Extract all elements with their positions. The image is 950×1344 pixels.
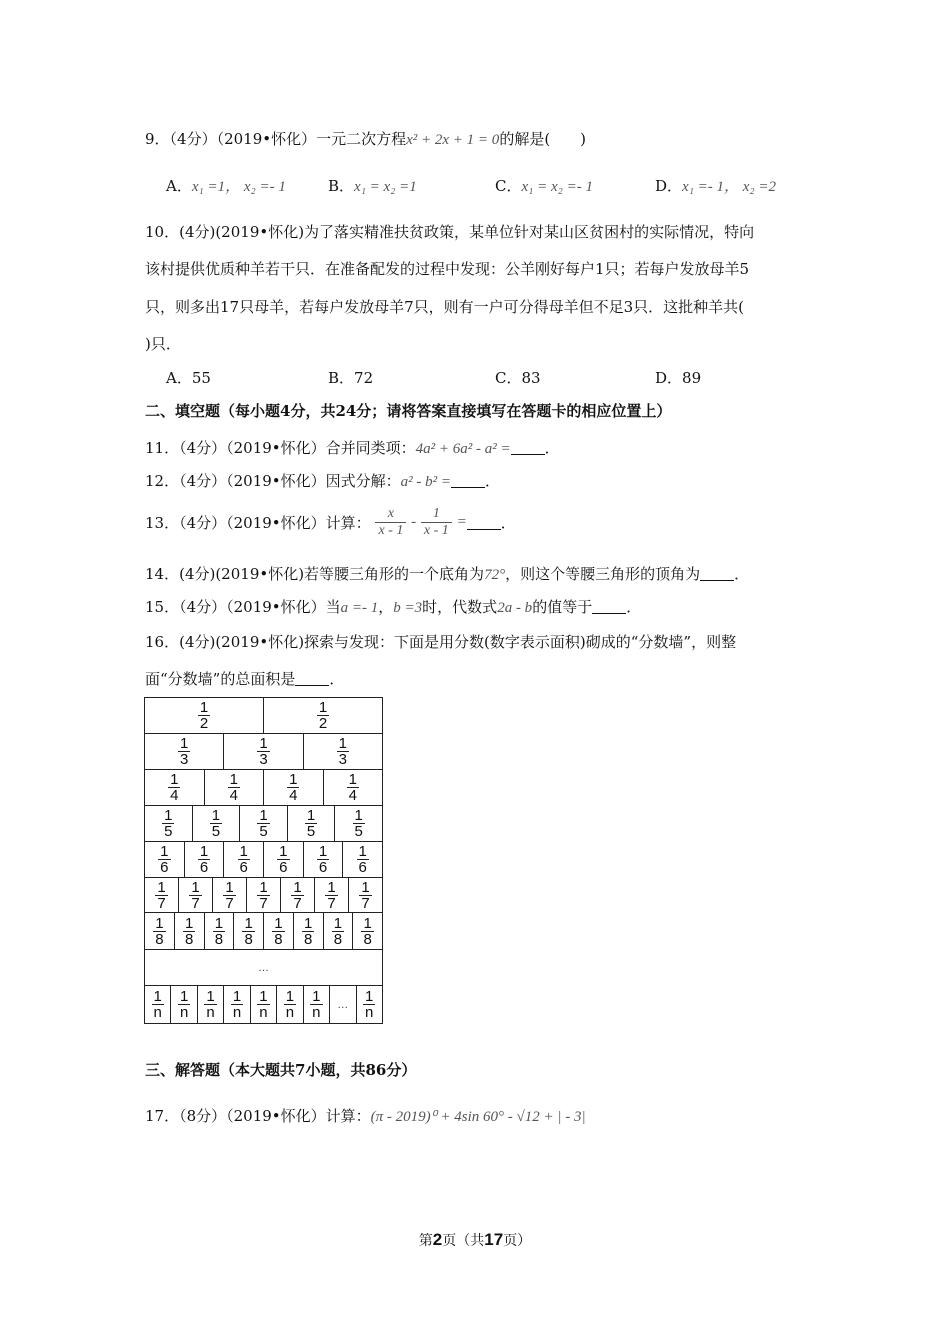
page-total: 17 <box>484 1230 504 1249</box>
wall-cell <box>224 734 303 770</box>
wall-cell <box>205 913 235 950</box>
q13-answer-blank <box>467 515 501 530</box>
q9-option-b: B．x₁ = x₂ =1 <box>328 177 417 195</box>
wall-cell <box>304 734 383 770</box>
wall-row-3 <box>144 734 383 770</box>
fraction-1-6: 1 6 <box>358 843 367 876</box>
page-number: 2 <box>432 1230 443 1249</box>
fraction-1-5: 1 5 <box>354 807 363 840</box>
q11-stem: 11．（4分）（2019•怀化）合并同类项：4a² + 6a² - a² = ． <box>145 439 560 457</box>
wall-cell <box>343 842 383 878</box>
wall-cell <box>357 986 383 1024</box>
fraction-1-5: 1 5 <box>211 807 221 840</box>
section-3-heading: 三、解答题（本大题共7小题，共86分） <box>145 1061 417 1079</box>
wall-cell <box>145 734 224 770</box>
q10-line-4: )只． <box>145 335 181 353</box>
fraction-1-8: 1 8 <box>244 914 253 948</box>
wall-cell <box>175 913 205 950</box>
wall-cell <box>145 697 264 734</box>
fraction-1-n: 1 n <box>365 988 374 1021</box>
fraction-1-8: 1 8 <box>363 914 372 948</box>
fraction-wall <box>144 697 383 1024</box>
fraction-1-n: 1 n <box>153 988 162 1021</box>
wall-cell <box>198 986 224 1024</box>
wall-cell <box>224 842 264 878</box>
wall-cell <box>193 806 241 842</box>
wall-cell <box>251 986 277 1024</box>
wall-cell <box>247 878 281 913</box>
wall-row-2 <box>144 697 383 734</box>
wall-cell <box>171 986 197 1024</box>
q12-stem: 12．（4分）（2019•怀化）因式分解：a² - b² = ． <box>145 472 501 490</box>
fraction-1-7: 1 7 <box>293 878 302 912</box>
fraction-1-6: 1 6 <box>199 843 209 876</box>
fraction-1-4: 1 4 <box>348 771 357 804</box>
fraction-1-7: 1 7 <box>361 878 370 912</box>
q10-option-c: C．83 <box>495 369 541 387</box>
fraction-1-8: 1 8 <box>184 914 194 948</box>
wall-ellipsis-cell <box>145 950 383 986</box>
q10-line-2: 该村提供优质种羊若干只．在准备配发的过程中发现：公羊刚好每户1只；若每户发放母羊5 <box>145 260 750 278</box>
wall-row-7 <box>144 878 383 913</box>
fraction-1-3: 1 3 <box>259 735 268 768</box>
wall-cell <box>324 913 354 950</box>
fraction-1-6: 1 6 <box>279 843 288 876</box>
fraction-1-2: 1 2 <box>318 699 328 732</box>
q15-stem: 15．（4分）（2019•怀化）当a =- 1，b =3时，代数式2a - b的值等于 ． <box>145 598 642 616</box>
wall-cell <box>304 986 330 1024</box>
fraction-1-6: 1 6 <box>160 843 169 876</box>
q9-option-d: D．x₁ =- 1， x₂ =2 <box>655 177 777 195</box>
wall-ellipsis: … <box>337 998 349 1011</box>
fraction-1-5: 1 5 <box>164 807 173 840</box>
wall-cell <box>264 770 324 806</box>
q13-stem: 13．（4分）（2019•怀化）计算： $\frac{x}{x - 1}$ - $\frac{1}{x - 1}$ = ． <box>145 506 516 538</box>
q10-option-b: B．72 <box>328 369 374 387</box>
fraction-1-7: 1 7 <box>259 878 268 912</box>
fraction-1-n: 1 n <box>312 988 321 1021</box>
fraction-1-7: 1 7 <box>225 878 234 912</box>
wall-cell <box>335 806 383 842</box>
q9-option-a: A．x₁ =1， x₂ =- 1 <box>166 177 286 195</box>
wall-cell <box>205 770 265 806</box>
wall-cell <box>281 878 315 913</box>
q12-answer-blank <box>451 473 485 488</box>
wall-cell <box>304 842 344 878</box>
fraction-1-n: 1 n <box>206 988 215 1021</box>
wall-row-5 <box>144 806 383 842</box>
fraction-1-3: 1 3 <box>338 735 347 768</box>
wall-cell <box>324 770 384 806</box>
wall-row-6 <box>144 842 383 878</box>
fraction-1-7: 1 7 <box>191 878 200 912</box>
wall-cell <box>294 913 324 950</box>
q17-stem: 17．（8分）（2019•怀化）计算：(π - 2019)⁰ + 4sin 60° - √12 + | - 3| <box>145 1107 586 1125</box>
wall-cell <box>349 878 383 913</box>
q15-answer-blank <box>592 599 626 614</box>
fraction-1-8: 1 8 <box>303 914 313 948</box>
section-2-heading: 二、填空题（每小题4分，共24分；请将答案直接填写在答题卡的相应位置上） <box>145 402 672 420</box>
fraction-1-n: 1 n <box>232 988 242 1021</box>
fraction-1-4: 1 4 <box>170 771 179 804</box>
fraction-1-8: 1 8 <box>214 914 224 948</box>
wall-cell <box>264 913 294 950</box>
wall-row-4 <box>144 770 383 806</box>
q16-line-1: 16．(4分)(2019•怀化)探索与发现：下面是用分数(数字表示面积)砌成的“分数墙”，则整 <box>145 633 737 651</box>
q9-option-c: C．x₁ = x₂ =- 1 <box>495 177 593 195</box>
q13-fraction-2: $\frac{1}{x - 1}$ <box>421 506 452 539</box>
fraction-1-6: 1 6 <box>318 843 328 876</box>
wall-cell <box>240 806 288 842</box>
fraction-1-7: 1 7 <box>157 878 166 912</box>
fraction-1-n: 1 n <box>179 988 189 1021</box>
wall-cell <box>145 806 193 842</box>
fraction-1-4: 1 4 <box>289 771 298 804</box>
q16-answer-blank <box>295 671 329 686</box>
fraction-1-5: 1 5 <box>259 807 268 840</box>
q11-answer-blank <box>511 440 545 455</box>
q16-line-2: 面“分数墙”的总面积是 ． <box>145 670 345 688</box>
wall-row-8 <box>144 913 383 950</box>
q9-equation: x² + 2x + 1 = 0 <box>406 132 500 148</box>
wall-ellipsis-cell <box>330 986 356 1024</box>
q10-option-d: D．89 <box>655 369 702 387</box>
fraction-1-8: 1 8 <box>333 914 343 948</box>
fraction-1-5: 1 5 <box>306 807 316 840</box>
fraction-1-8: 1 8 <box>274 914 283 948</box>
wall-cell <box>185 842 225 878</box>
q10-line-3: 只，则多出17只母羊，若每户发放母羊7只，则有一户可分得母羊但不足3只．这批种羊共( <box>145 298 745 316</box>
q10-option-a: A．55 <box>166 369 211 387</box>
fraction-1-3: 1 3 <box>179 735 189 768</box>
wall-cell <box>288 806 336 842</box>
wall-ellipsis: … <box>258 961 269 974</box>
fraction-1-4: 1 4 <box>229 771 238 804</box>
fraction-1-n: 1 n <box>259 988 268 1021</box>
wall-row-ellipsis <box>144 950 383 986</box>
wall-cell <box>213 878 247 913</box>
fraction-1-8: 1 8 <box>155 914 164 948</box>
fraction-1-7: 1 7 <box>327 878 336 912</box>
wall-cell <box>224 986 250 1024</box>
wall-cell <box>145 842 185 878</box>
wall-cell <box>264 842 304 878</box>
q14-stem: 14．(4分)(2019•怀化)若等腰三角形的一个底角为72°，则这个等腰三角形的顶角为 ． <box>145 565 750 583</box>
wall-cell <box>179 878 213 913</box>
q10-line-1: 10．(4分)(2019•怀化)为了落实精准扶贫政策，某单位针对某山区贫困村的实际情况，特向 <box>145 223 755 241</box>
wall-cell <box>315 878 349 913</box>
q9-stem: 9．（4分）（2019•怀化）一元二次方程x² + 2x + 1 = 0的解是( ) <box>145 130 587 148</box>
q14-answer-blank <box>700 566 734 581</box>
fraction-1-2: 1 2 <box>199 699 209 732</box>
wall-row-n <box>144 986 383 1024</box>
fraction-1-6: 1 6 <box>239 843 248 876</box>
wall-cell <box>145 913 175 950</box>
wall-cell <box>353 913 383 950</box>
wall-cell <box>234 913 264 950</box>
fraction-1-n: 1 n <box>285 988 295 1021</box>
q13-fraction-1: $\frac{x}{x - 1}$ <box>375 506 406 539</box>
wall-cell <box>264 697 383 734</box>
wall-cell <box>145 770 205 806</box>
page-footer: 第2页（共17页） <box>418 1230 532 1249</box>
wall-cell <box>277 986 303 1024</box>
wall-cell <box>145 878 179 913</box>
wall-cell <box>145 986 171 1024</box>
